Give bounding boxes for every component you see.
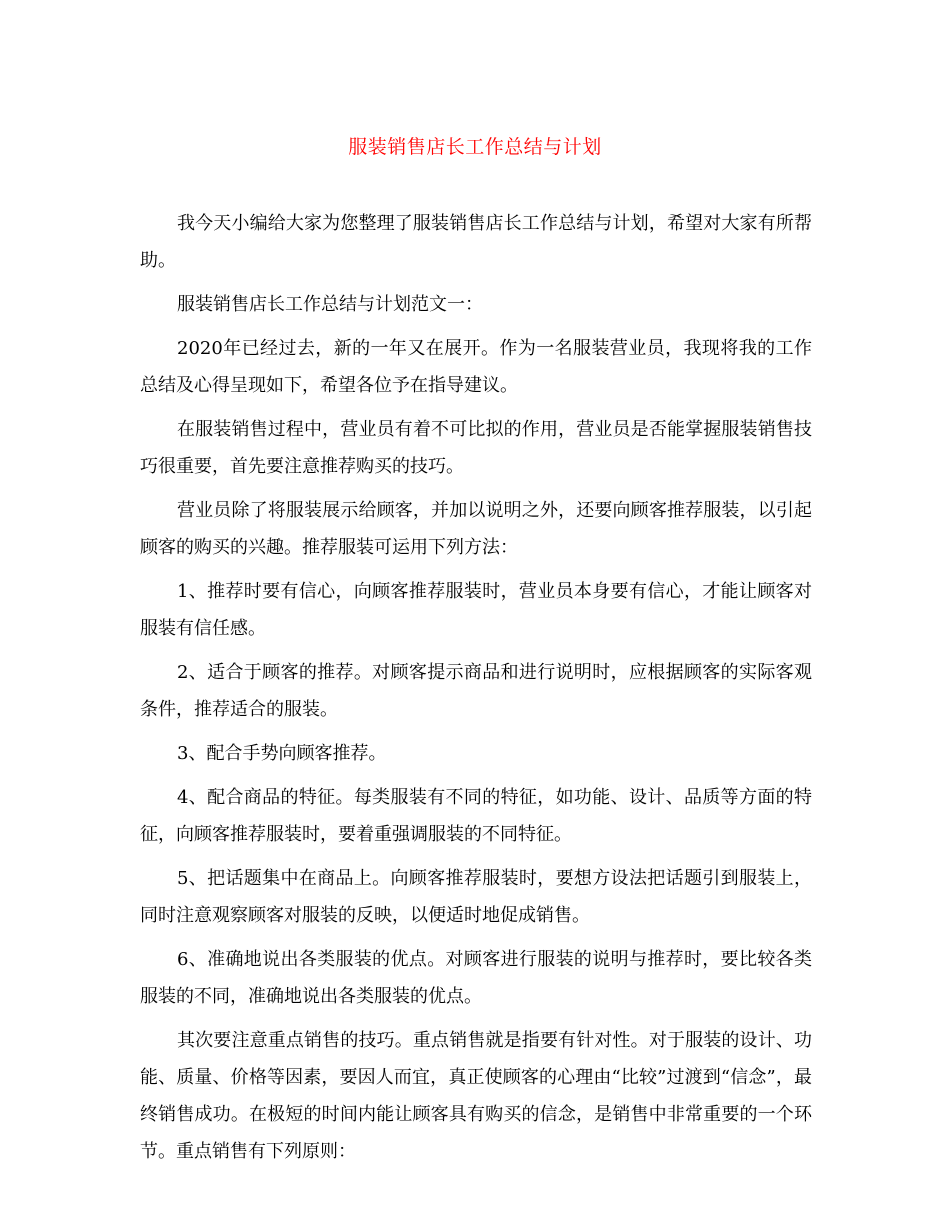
- paragraph: 1、推荐时要有信心，向顾客推荐服装时，营业员本身要有信心，才能让顾客对服装有信任感。: [140, 581, 812, 639]
- paragraph: 6、准确地说出各类服装的优点。对顾客进行服装的说明与推荐时，要比较各类服装的不同，准确地说出各类服装的优点。: [140, 949, 812, 1007]
- document-body: [140, 205, 812, 1177]
- paragraph: 2020年已经过去，新的一年又在展开。作为一名服装营业员，我现将我的工作总结及心得呈现如下，希望各位予在指导建议。: [140, 338, 812, 396]
- paragraph: 5、把话题集中在商品上。向顾客推荐服装时，要想方设法把话题引到服装上，同时注意观察顾客对服装的反映，以便适时地促成销售。: [140, 868, 812, 926]
- paragraph: 在服装销售过程中，营业员有着不可比拟的作用，营业员是否能掌握服装销售技巧很重要，首先要注意推荐购买的技巧。: [140, 419, 812, 477]
- paragraph: 服装销售店长工作总结与计划范文一：: [177, 294, 483, 315]
- document-title: 服装销售店长工作总结与计划: [348, 136, 602, 158]
- paragraph: 2、适合于顾客的推荐。对顾客提示商品和进行说明时，应根据顾客的实际客观条件，推荐适合的服装。: [140, 662, 812, 720]
- paragraph: 3、配合手势向顾客推荐。: [177, 743, 387, 764]
- paragraph: 其次要注意重点销售的技巧。重点销售就是指要有针对性。对于服装的设计、功能、质量、价格等因素，要因人而宜，真正使顾客的心理由“比较”过渡到“信念”，最终销售成功。在极短的时间内能让顾客具有购买的信念，是销售中非常重要的一个环节。重点销售有下列原则：: [140, 1030, 812, 1162]
- paragraph: 4、配合商品的特征。每类服装有不同的特征，如功能、设计、品质等方面的特征，向顾客推荐服装时，要着重强调服装的不同特征。: [140, 787, 812, 845]
- paragraph: 我今天小编给大家为您整理了服装销售店长工作总结与计划，希望对大家有所帮助。: [140, 213, 812, 271]
- paragraph: 营业员除了将服装展示给顾客，并加以说明之外，还要向顾客推荐服装，以引起顾客的购买的兴趣。推荐服装可运用下列方法：: [140, 500, 812, 558]
